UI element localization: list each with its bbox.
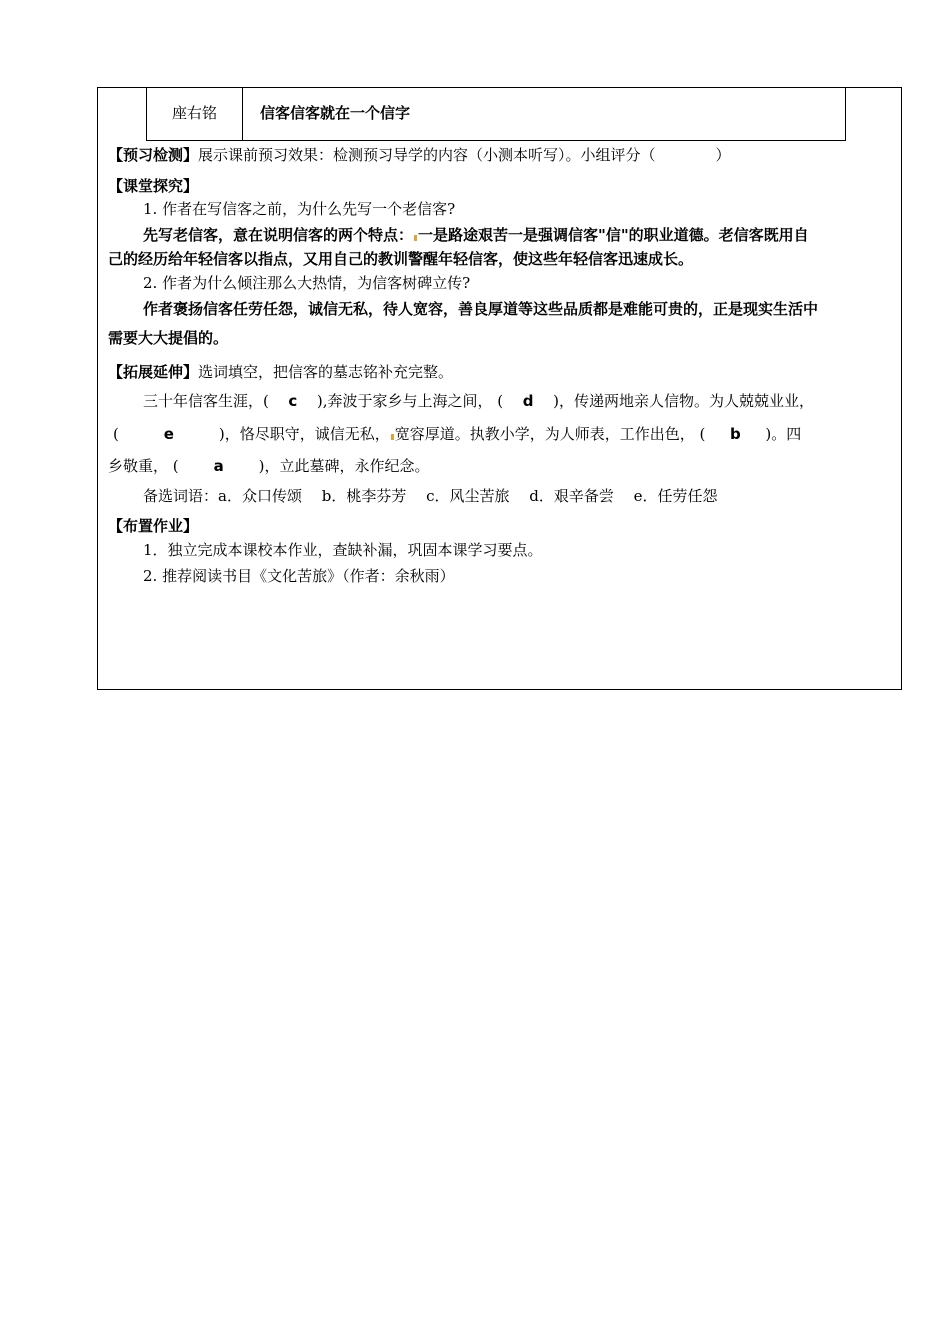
preview-text: 展示课前预习效果：检测预习导学的内容（小测本听写）。小组评分（ ） [198,146,731,164]
blank-answer-1: c [288,392,298,410]
epitaph-text: 宽容厚道。执教小学，为人师表，工作出色， ( [394,425,706,443]
extension-line [108,362,453,382]
blank-answer-5: a [213,457,224,475]
extension-intro: 选词填空，把信客的墓志铭补充完整。 [198,363,454,381]
epitaph-text: )，传递两地亲人信物。为人兢兢业业， [553,392,814,410]
inquiry-answer-1-line-2: 己的经历给年轻信客以指点，又用自己的教训警醒年轻信客，使这些年轻信客迅速成长。 [108,250,694,268]
highlight-mark [391,434,394,440]
epitaph-line-1 [143,391,814,411]
motto-box [146,87,846,141]
homework-heading: 【布置作业】 [108,517,199,535]
inquiry-answer-2-line-1: 作者褒扬信客任劳任怨，诚信无私，待人宽容，善良厚道等这些品质都是难能可贵的，正是现实生活中 [143,300,819,318]
answer-1-prefix: 先写老信客，意在说明信客的两个特点： [143,226,414,244]
epitaph-text: ( [113,425,119,443]
inquiry-heading: 【课堂探究】 [108,177,199,195]
epitaph-text: )，恪尽职守，诚信无私， [218,425,390,443]
epitaph-text: )，立此墓碑，永作纪念。 [258,457,430,475]
inquiry-answer-2-line-2: 需要大大提倡的。 [108,329,229,347]
word-options: 备选词语：a．众口传颂 b．桃李芬芳 c．风尘苦旅 d．艰辛备尝 e．任劳任怨 [143,487,718,505]
epitaph-text: 乡敬重， ( [108,457,179,475]
preview-line [108,145,731,165]
inquiry-answer-1-line-1 [143,225,809,245]
epitaph-text: ),奔波于家乡与上海之间， ( [316,392,504,410]
preview-heading: 【预习检测】 [108,146,199,164]
epitaph-text: )。四 [765,425,802,443]
answer-1-suffix: 一是路途艰苦一是强调信客"信"的职业道德。老信客既用自 [418,226,809,244]
blank-answer-3: e [163,425,174,443]
homework-item-1: 1．独立完成本课校本作业，查缺补漏，巩固本课学习要点。 [143,541,543,559]
epitaph-text: 三十年信客生涯，( [143,392,269,410]
motto-text: 信客信客就在一个信字 [260,104,411,122]
highlight-mark [414,235,417,241]
epitaph-line-2 [113,424,801,444]
inquiry-question-1: 1. 作者在写信客之前，为什么先写一个老信客? [143,200,456,218]
homework-item-2: 2. 推荐阅读书目《文化苦旅》（作者：余秋雨） [143,567,455,585]
content-frame [97,87,902,690]
blank-answer-2: d [522,392,534,410]
motto-label: 座右铭 [147,87,243,140]
inquiry-question-2: 2. 作者为什么倾注那么大热情，为信客树碑立传? [143,274,471,292]
extension-heading: 【拓展延伸】 [108,363,199,381]
blank-answer-4: b [729,425,741,443]
epitaph-line-3 [108,456,429,476]
